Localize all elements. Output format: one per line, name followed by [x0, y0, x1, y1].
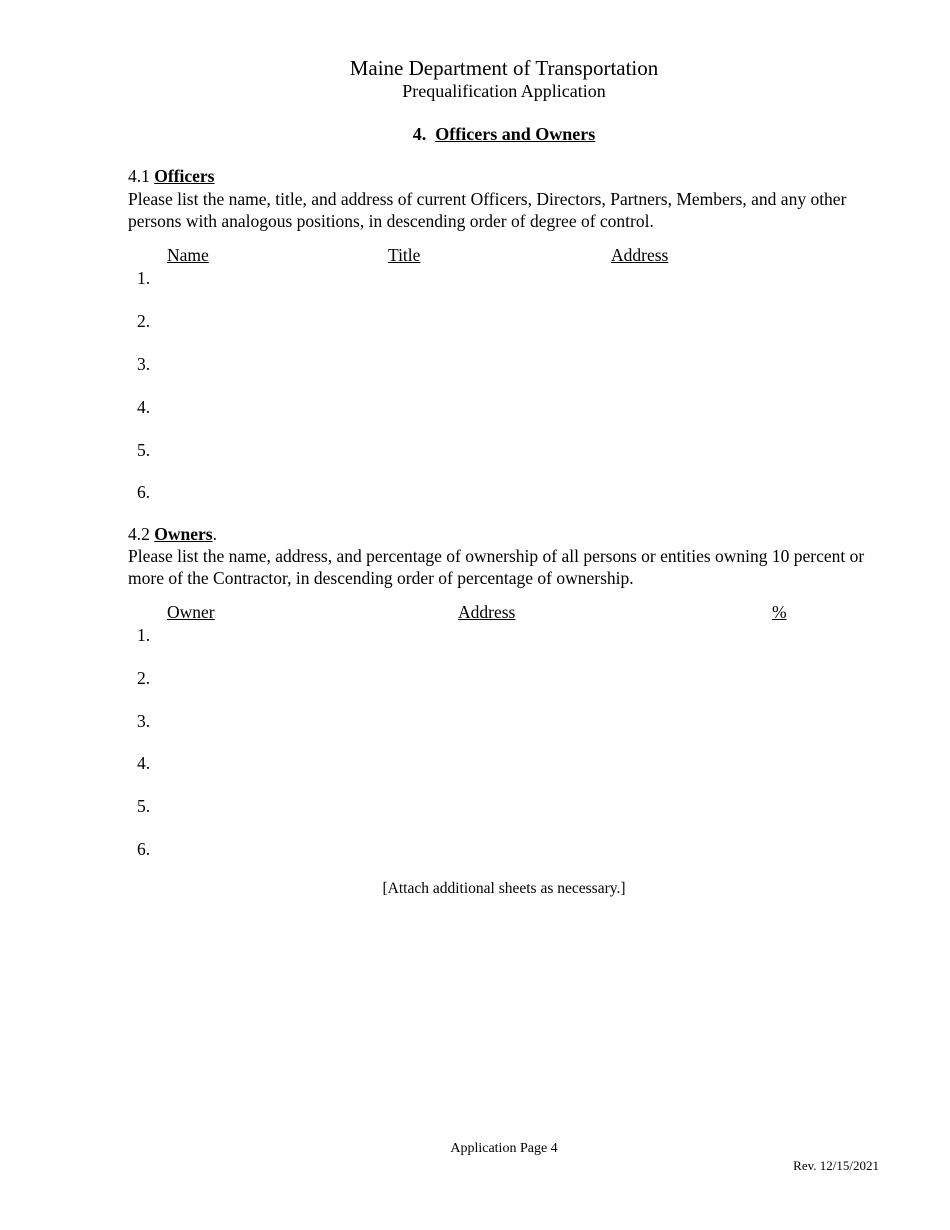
officers-row-number: 6. [137, 482, 151, 502]
officers-col-name: Name [167, 245, 209, 265]
department-name: Maine Department of Transportation [349, 56, 659, 80]
owners-description: Please list the name, address, and percentage of ownership of all persons or entities owning 10 percent or more of the Contractor, in descending order of percentage of ownership. [128, 546, 865, 588]
form-title: Prequalification Application [402, 81, 606, 101]
officers-row-number: 1. [137, 268, 151, 288]
revision-date: Rev. 12/15/2021 [793, 1158, 879, 1173]
owners-row-number: 1. [137, 625, 151, 645]
owners-row-number: 3. [137, 711, 151, 731]
owners-row-number: 4. [137, 753, 151, 773]
officers-heading [128, 166, 215, 187]
section-heading [0, 124, 950, 145]
owners-col-percent: % [772, 602, 787, 622]
officers-row-number: 4. [137, 397, 151, 417]
attach-note: [Attach additional sheets as necessary.] [382, 880, 626, 897]
owners-title: Owners [154, 524, 213, 544]
owners-col-address: Address [458, 602, 516, 622]
officers-row-number: 5. [137, 440, 151, 460]
officers-row-number: 3. [137, 354, 151, 374]
owners-row-number: 2. [137, 668, 151, 688]
owners-row-number: 6. [137, 839, 151, 859]
owners-title-suffix: . [212, 524, 217, 544]
officers-title: Officers [154, 166, 215, 186]
section-title: Officers and Owners [435, 124, 596, 144]
officers-col-title: Title [388, 245, 421, 265]
officers-description: Please list the name, title, and address of current Officers, Directors, Partners, Members, and any other persons with analogous positions, in descending order of degree of control. [128, 189, 847, 231]
owners-row-number: 5. [137, 796, 151, 816]
owners-col-owner: Owner [167, 602, 215, 622]
officers-col-address: Address [611, 245, 669, 265]
officers-number: 4.1 [128, 166, 150, 186]
page-label: Application Page 4 [450, 1141, 558, 1156]
section-number: 4. [412, 124, 427, 144]
officers-row-number: 2. [137, 311, 151, 331]
owners-heading [128, 524, 217, 545]
owners-number: 4.2 [128, 524, 150, 544]
